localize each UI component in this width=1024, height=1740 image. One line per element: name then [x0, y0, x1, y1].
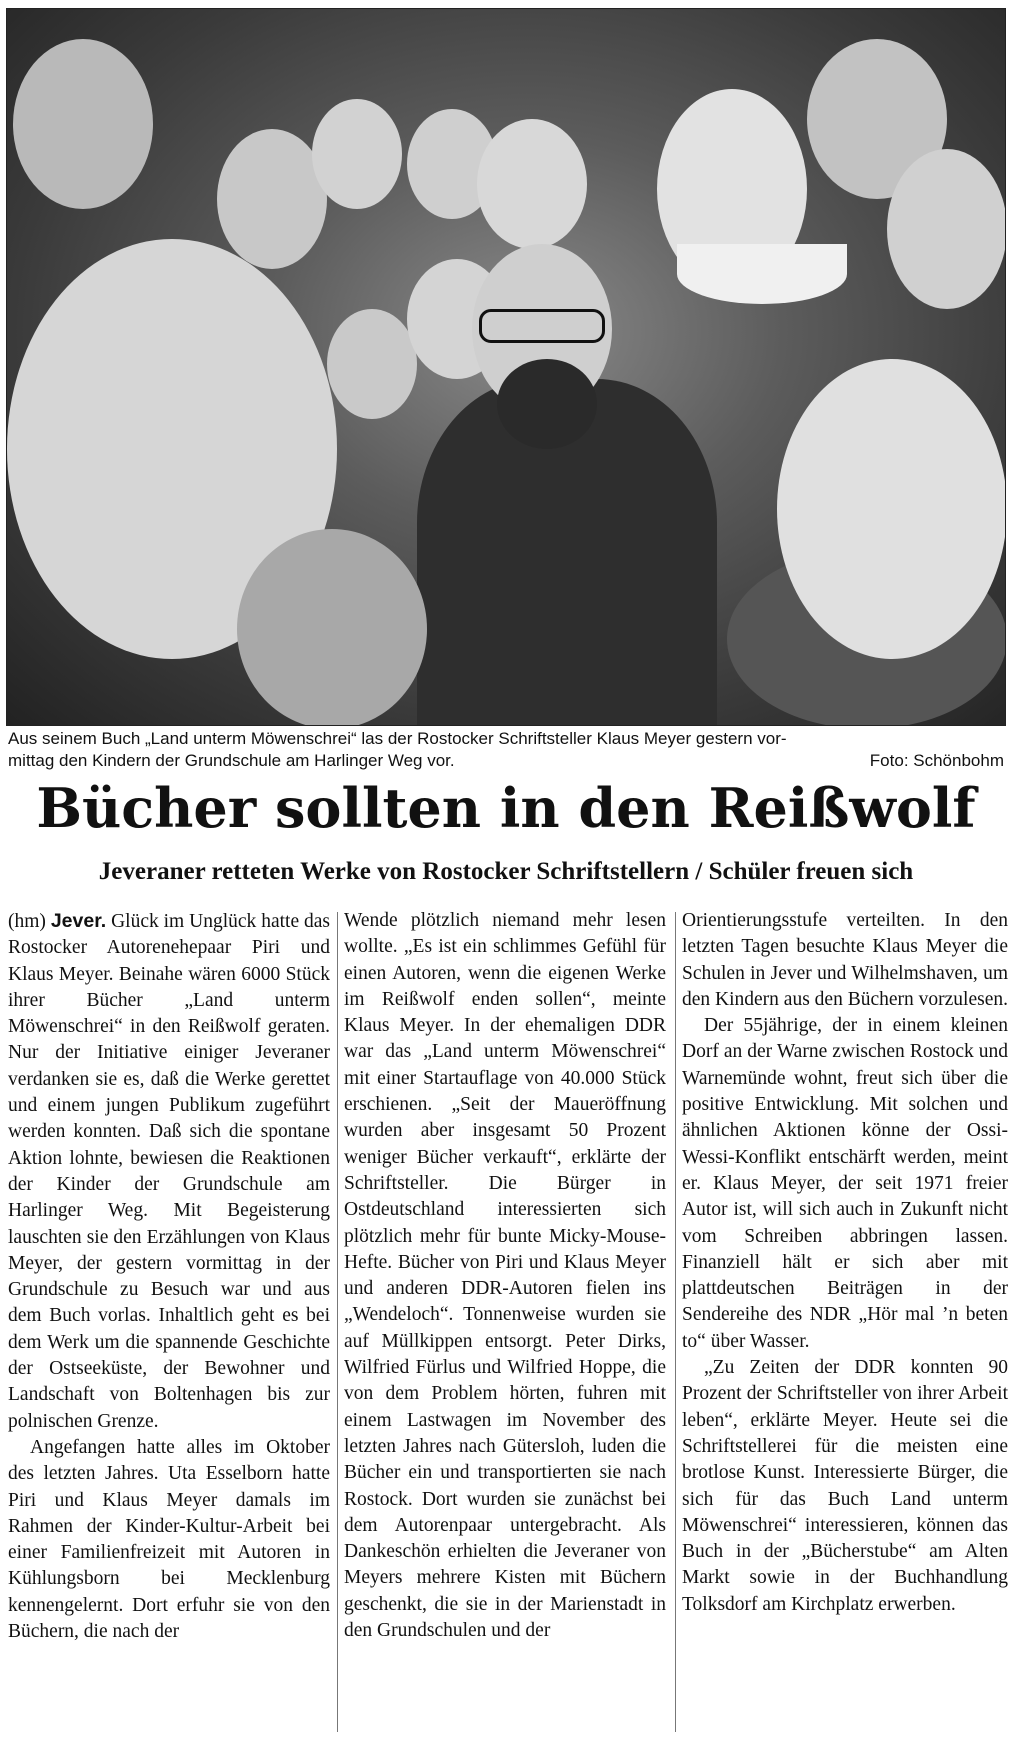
byline: (hm) — [8, 911, 46, 932]
author-beard — [497, 359, 597, 449]
child-face — [327, 309, 417, 419]
child-head-foreground — [777, 359, 1006, 659]
photo-caption — [8, 728, 1004, 772]
paragraph — [8, 908, 330, 1435]
paragraph: Angefangen hatte alles im Oktober des letzten Jahres. Uta Esselborn hatte Piri und Klaus Meyer damals im Rahmen der Kinder-Kultur-Arbeit bei einer Familienfreizeit mit Autoren in Kühlungsborn bei Mecklenburg kennengelernt. Dort erfuhr sie von den Büchern, die nach der — [8, 1436, 330, 1643]
paragraph: „Zu Zeiten der DDR konnten 90 Prozent der Schriftsteller von ihrer Arbeit leben“, erklärte Meyer. Heute sei die Schriftstellerei für die meisten eine brotlose Kunst. Interessierte Bürger, die sich für das Buch Land unterm Möwenschrei“ interessieren, können das Buch in der „Bücherstube“ am Alten Markt sowie in der Buchhandlung Tolksdorf am Kirchplatz erwerben. — [682, 1357, 1008, 1615]
author-glasses — [479, 309, 605, 343]
child-head-foreground — [237, 529, 427, 726]
paragraph-text: Glück im Unglück hatte das Rostocker Autorenehepaar Piri und Klaus Meyer. Beinahe wären 6000 Stück ihrer Bücher „Land unterm Möwenschrei“ in den Reißwolf geraten. Nur der Initiative einiger Jeveraner verdanken sie es, daß die Werke gerettet und einem jungen Publikum zugeführt werden konnten. Daß sich die spontane Aktion lohnte, bewiesen die Reaktionen der Kinder der Grundschule am Harlinger Weg. Mit Begeisterung lauschten sie den Erzählungen von Klaus Meyer, der gestern vormittag in der Grundschule zu Besuch war und aus dem Buch vorlas. Inhaltlich geht es bei dem Werk um die spannende Geschichte der Ostseeküste, der Bewohner und Landschaft von Boltenhagen bis zur polnischen Grenze. — [8, 911, 330, 1432]
lace-collar — [677, 244, 847, 304]
article-column-3 — [682, 908, 1008, 1734]
paragraph: Wende plötzlich niemand mehr lesen wollte. „Es ist ein schlimmes Gefühl für einen Autoren, wenn die eigenen Werke im Reißwolf enden sollen“, meinte Klaus Meyer. In der ehemaligen DDR war das „Land unterm Möwenschrei“ mit einer Startauflage von 40.000 Stück erschienen. „Seit der Maueröffnung wurden aber insgesamt 50 Prozent weniger Bücher verkauft“, erklärte der Schriftsteller. Die Bürger in Ostdeutschland interessierten sich plötzlich mehr für bunte Micky-Mouse-Hefte. Bücher von Piri und Klaus Meyer und anderen DDR-Autoren fielen ins „Wendeloch“. Tonnenweise wurden sie auf Müllkippen entsorgt. Peter Dirks, Wilfried Fürlus und Wilfried Hoppe, die von dem Problem hörten, fuhren mit einem Lastwagen im November des letzten Jahres nach Gütersloh, luden die Bücher ein und transportierten sie nach Rostock. Dort wurden sie zunächst bei dem Autorenpaar untergebracht. Als Dankeschön erhielten die Jeveraner von Meyers mehrere Kisten mit Büchern geschenkt, die sie in der Marienstadt in den Grundschulen und der — [344, 910, 666, 1642]
photo-credit: Foto: Schönbohm — [869, 751, 1004, 770]
child-face — [13, 39, 153, 209]
paragraph: Orientierungsstufe verteilten. In den letzten Tagen besuchte Klaus Meyer die Schulen in Jever und Wilhelmshaven, um den Kindern aus den Büchern vorzulesen. — [682, 910, 1008, 1010]
article-photo — [6, 8, 1006, 726]
caption-line: mittag den Kindern der Grundschule am Harlinger Weg vor. — [8, 751, 455, 770]
child-face — [217, 129, 327, 269]
dateline: Jever. — [50, 910, 107, 932]
article-column-2 — [344, 908, 666, 1734]
column-divider — [337, 912, 338, 1732]
article-column-1 — [8, 908, 330, 1734]
column-divider — [675, 912, 676, 1732]
child-face — [312, 99, 402, 209]
caption-line: Aus seinem Buch „Land unterm Möwenschrei“ las der Rostocker Schriftsteller Klaus Meyer gestern vor- — [8, 729, 787, 748]
child-face — [887, 149, 1006, 309]
subheadline: Jeveraner retteten Werke von Rostocker Schriftstellern / Schüler freuen sich — [98, 858, 914, 885]
paragraph: Der 55jährige, der in einem kleinen Dorf an der Warne zwischen Rostock und Warnemünde wohnt, freut sich über die positive Entwicklung. Mit solchen und ähnlichen Aktionen könne der Ossi-Wessi-Konflikt entschärft werden, meint er. Klaus Meyer, der seit 1971 freier Autor ist, will sich auch in Zukunft nicht vom Schreiben abbringen lassen. Finanziell hält er sich aber mit plattdeutschen Beiträgen in der Sendereihe des NDR „Hör mal ’n beten to“ über Wasser. — [682, 1015, 1008, 1352]
headline: Bücher sollten in den Reißwolf — [36, 776, 976, 840]
child-face — [477, 119, 587, 249]
